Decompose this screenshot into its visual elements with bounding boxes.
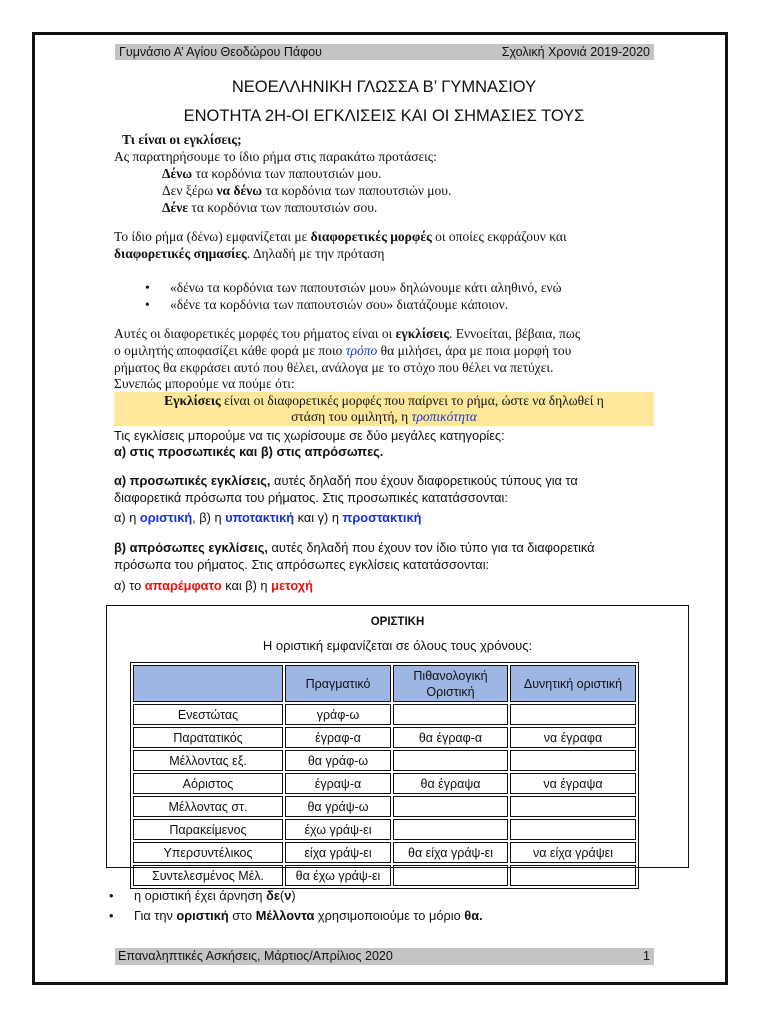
table-row: [133, 819, 636, 840]
table-cell: θα έγραψα: [393, 773, 508, 794]
table-cell: έχω γράψ-ει: [285, 819, 391, 840]
table-cell: Μέλλοντας εξ.: [133, 750, 283, 771]
example-3: Δένε τα κορδόνια των παπουτσιών σου.: [162, 200, 378, 215]
page-header: [115, 44, 654, 60]
table-header-cell: [133, 665, 283, 702]
table-cell: θα έχω γράψ-ει: [285, 865, 391, 886]
example-1: Δένω τα κορδόνια των παπουτσιών μου.: [162, 166, 382, 181]
table-cell: θα έγραφ-α: [393, 727, 508, 748]
paragraph-2-line-2: ο ομιλητής αποφασίζει κάθε φορά με ποιο τρόπο θα μιλήσει, άρα με ποια μορφή του: [114, 343, 572, 358]
note-future: • Για την οριστική στο Μέλλοντα χρησιμοποιούμε το μόριο θα.: [134, 907, 483, 924]
table-cell: [510, 819, 636, 840]
table-cell: [510, 704, 636, 725]
personal-line-3: α) η οριστική, β) η υποτακτική και γ) η προστακτική: [114, 510, 422, 525]
table-cell: Υπερσυντέλικος: [133, 842, 283, 863]
intro-observe: Ας παρατηρήσουμε το ίδιο ρήμα στις παρακάτω προτάσεις:: [114, 149, 437, 164]
table-row: [133, 796, 636, 817]
personal-line-1: α) προσωπικές εγκλίσεις, αυτές δηλαδή που έχουν διαφορετικούς τύπους για τα: [114, 473, 578, 488]
table-cell: γράφ-ω: [285, 704, 391, 725]
paragraph-1-line-1: Το ίδιο ρήμα (δένω) εμφανίζεται με διαφορετικές μορφές οι οποίες εκφράζουν και: [114, 229, 567, 244]
table-cell: έγραφ-α: [285, 727, 391, 748]
table-cell: [510, 865, 636, 886]
table-header-cell: Δυνητική οριστική: [510, 665, 636, 702]
bullet-item: • «δένε τα κορδόνια των παπουτσιών σου» διατάζουμε κάποιον.: [170, 296, 508, 313]
page-title: ΝΕΟΕΛΛΗΝΙΚΗ ΓΛΩΣΣΑ Β’ ΓΥΜΝΑΣΙΟΥ: [231, 78, 537, 96]
table-cell: Συντελεσμένος Μέλ.: [133, 865, 283, 886]
table-cell: Μέλλοντας στ.: [133, 796, 283, 817]
table-cell: [393, 704, 508, 725]
table-cell: να είχα γράψει: [510, 842, 636, 863]
school-name: Γυμνάσιο Α’ Αγίου Θεοδώρου Πάφου: [119, 45, 323, 59]
table-cell: [510, 750, 636, 771]
table-cell: Παρακείμενος: [133, 819, 283, 840]
table-cell: [510, 796, 636, 817]
table-cell: θα γράψ-ω: [285, 796, 391, 817]
unit-title: ΕΝΟΤΗΤΑ 2Η-ΟΙ ΕΓΚΛΙΣΕΙΣ ΚΑΙ ΟΙ ΣΗΜΑΣΙΕΣ ΤΟΥΣ: [183, 107, 585, 125]
definition-line-1: Εγκλίσεις είναι οι διαφορετικές μορφές που παίρνει το ρήμα, ώστε να δηλωθεί η: [164, 393, 604, 408]
box-heading: ΟΡΙΣΤΙΚΗ: [370, 616, 425, 628]
table-cell: Αόριστος: [133, 773, 283, 794]
table-cell: να έγραφα: [510, 727, 636, 748]
table-row: [133, 704, 636, 725]
box-subheading: Η οριστική εμφανίζεται σε όλους τους χρόνους:: [262, 638, 533, 653]
table-cell: είχα γράψ-ει: [285, 842, 391, 863]
categories-line-2: α) στις προσωπικές και β) στις απρόσωπες.: [114, 444, 384, 459]
intro-question: Τι είναι οι εγκλίσεις;: [122, 132, 242, 147]
example-2: Δεν ξέρω να δένω τα κορδόνια των παπουτσιών μου.: [162, 183, 452, 198]
footer-text: Επαναληπτικές Ασκήσεις, Μάρτιος/Απρίλιος 2020: [118, 949, 393, 963]
table-cell: [393, 819, 508, 840]
table-row: [133, 865, 636, 886]
table-cell: Παρατατικός: [133, 727, 283, 748]
impersonal-line-3: α) το απαρέμφατο και β) η μετοχή: [114, 578, 313, 593]
paragraph-2-line-3: ρήματος θα εκφράσει αυτό που θέλει, ανάλογα με το στόχο που θέλει να πετύχει.: [114, 360, 554, 375]
table-cell: [393, 796, 508, 817]
table-cell: [393, 865, 508, 886]
bullet-item: • «δένω τα κορδόνια των παπουτσιών μου» δηλώνουμε κάτι αληθινό, ενώ: [170, 279, 562, 296]
table-cell: έγραψ-α: [285, 773, 391, 794]
page-footer: [115, 948, 654, 965]
table-cell: Ενεστώτας: [133, 704, 283, 725]
table-row: [133, 842, 636, 863]
paragraph-1-line-2: διαφορετικές σημασίες. Δηλαδή με την πρόταση: [114, 246, 385, 261]
tenses-table: [130, 662, 639, 889]
table-header-cell: Πιθανολογική Οριστική: [393, 665, 508, 702]
personal-line-2: διαφορετικά πρόσωπα του ρήματος. Στις προσωπικές κατατάσσονται:: [114, 490, 508, 505]
impersonal-line-2: πρόσωπα του ρήματος. Στις απρόσωπες εγκλίσεις κατατάσσονται:: [114, 557, 490, 572]
table-cell: [393, 750, 508, 771]
definition-line-2: στάση του ομιλητή, η τροπικότητα: [291, 409, 477, 424]
table-cell: να έγραψα: [510, 773, 636, 794]
note-negation: • η οριστική έχει άρνηση δε(ν): [134, 887, 296, 904]
school-year: Σχολική Χρονιά 2019-2020: [501, 45, 650, 59]
table-row: [133, 773, 636, 794]
table-row: [133, 727, 636, 748]
impersonal-line-1: β) απρόσωπες εγκλίσεις, αυτές δηλαδή που έχουν τον ίδιο τύπο για τα διαφορετικά: [114, 540, 595, 555]
table-row: [133, 750, 636, 771]
table-cell: θα είχα γράψ-ει: [393, 842, 508, 863]
page-number: 1: [643, 949, 650, 963]
table-cell: θα γράφ-ω: [285, 750, 391, 771]
table-header-row: [133, 665, 636, 702]
paragraph-2-line-4: Συνεπώς μπορούμε να πούμε ότι:: [114, 376, 295, 391]
paragraph-2-line-1: Αυτές οι διαφορετικές μορφές του ρήματος είναι οι εγκλίσεις. Εννοείται, βέβαια, πως: [114, 326, 581, 341]
table-header-cell: Πραγματικό: [285, 665, 391, 702]
categories-line-1: Τις εγκλίσεις μπορούμε να τις χωρίσουμε σε δύο μεγάλες κατηγορίες:: [114, 428, 505, 443]
